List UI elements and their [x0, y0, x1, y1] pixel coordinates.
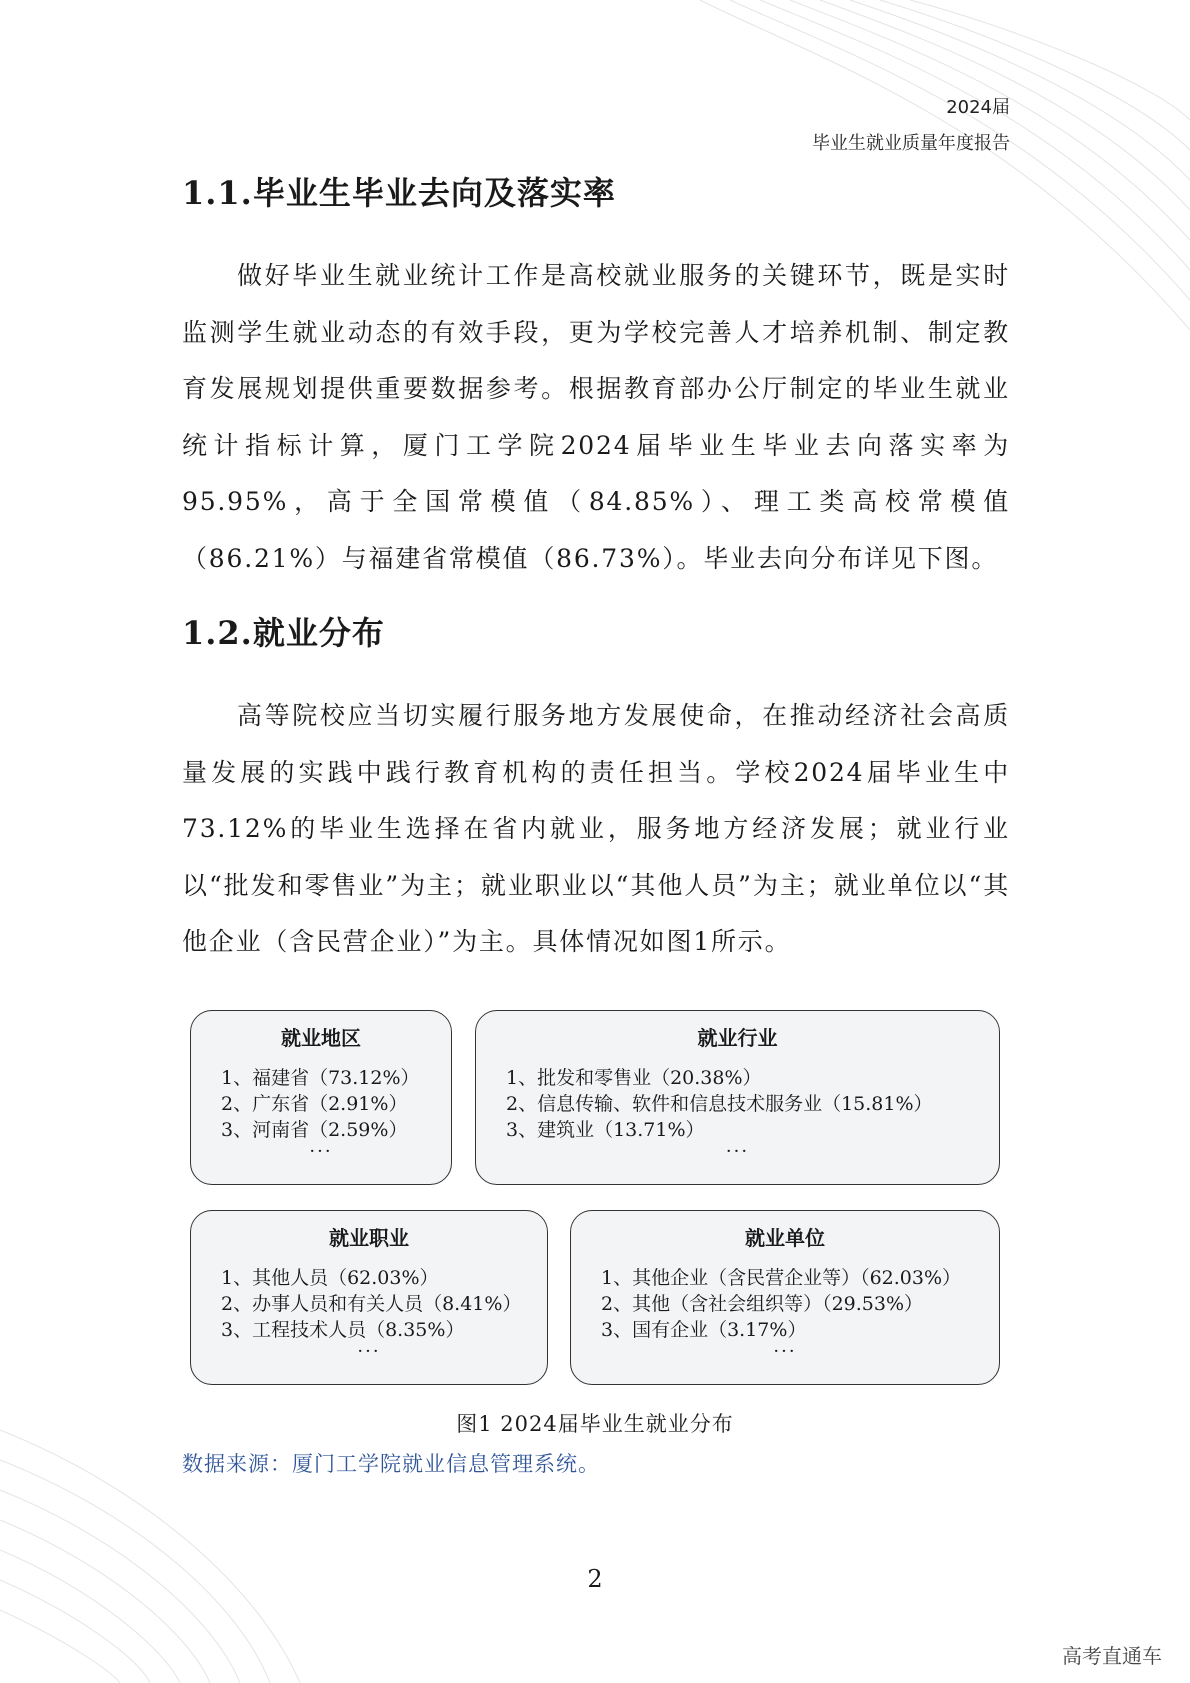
box-title: 就业地区 — [281, 1026, 361, 1050]
section-heading-1-1: 1.1.毕业生毕业去向及落实率 — [182, 174, 616, 212]
employment-industry-box — [475, 1010, 1000, 1185]
box-list — [571, 1265, 999, 1343]
list-item: 1、其他人员（62.03%） — [221, 1267, 439, 1289]
section-1-2-paragraph: 高等院校应当切实履行服务地方发展使命，在推动经济社会高质量发展的实践中践行教育机构的责任担当。学校2024届毕业生中73.12%的毕业生选择在省内就业，服务地方经济发展；就业行业以“批发和零售业”为主；就业职业以“其他人员”为主；就业单位以“其他企业（含民营企业）”为主。具体情况如图1所示。 — [182, 701, 1011, 956]
ellipsis: ··· — [309, 1141, 333, 1162]
box-title: 就业单位 — [745, 1226, 825, 1250]
list-item: 3、工程技术人员（8.35%） — [221, 1319, 465, 1341]
list-item: 2、其他（含社会组织等）（29.53%） — [601, 1293, 924, 1315]
list-item: 1、其他企业（含民营企业等）（62.03%） — [601, 1267, 962, 1289]
ellipsis: ··· — [773, 1341, 797, 1362]
list-item: 1、批发和零售业（20.38%） — [506, 1067, 762, 1089]
page-number: 2 — [587, 1565, 603, 1593]
list-item: 3、河南省（2.59%） — [221, 1119, 408, 1141]
box-list — [191, 1065, 451, 1143]
figure-caption: 图1 2024届毕业生就业分布 — [456, 1412, 734, 1436]
box-title: 就业行业 — [697, 1026, 778, 1050]
employment-unit-box — [570, 1210, 1000, 1385]
watermark: 高考直通车 — [1062, 1644, 1162, 1668]
list-item: 2、办事人员和有关人员（8.41%） — [221, 1293, 522, 1315]
list-item: 1、福建省（73.12%） — [221, 1067, 420, 1089]
section-1-1-paragraph: 做好毕业生就业统计工作是高校就业服务的关键环节，既是实时监测学生就业动态的有效手段，更为学校完善人才培养机制、制定教育发展规划提供重要数据参考。根据教育部办公厅制定的毕业生就业统计指标计算，厦门工学院2024届毕业生毕业去向落实率为95.95%，高于全国常模值（84.85%）、理工类高校常模值（86.21%）与福建省常模值（86.73%）。毕业去向分布详见下图。 — [182, 261, 1010, 573]
section-heading-1-2: 1.2.就业分布 — [182, 614, 385, 652]
box-list — [476, 1065, 999, 1143]
page-header — [812, 90, 1010, 162]
data-source-note: 数据来源：厦门工学院就业信息管理系统。 — [182, 1452, 600, 1476]
box-title: 就业职业 — [329, 1226, 409, 1250]
box-list — [191, 1265, 547, 1343]
header-year: 2024届 — [946, 97, 1010, 118]
ellipsis: ··· — [725, 1141, 750, 1162]
list-item: 2、信息传输、软件和信息技术服务业（15.81%） — [506, 1093, 933, 1115]
ellipsis: ··· — [357, 1341, 381, 1362]
list-item: 3、国有企业（3.17%） — [601, 1319, 807, 1341]
employment-region-box — [190, 1010, 452, 1185]
list-item: 2、广东省（2.91%） — [221, 1093, 408, 1115]
list-item: 3、建筑业（13.71%） — [506, 1119, 705, 1141]
employment-occupation-box — [190, 1210, 548, 1385]
header-report-title: 毕业生就业质量年度报告 — [812, 133, 1010, 154]
